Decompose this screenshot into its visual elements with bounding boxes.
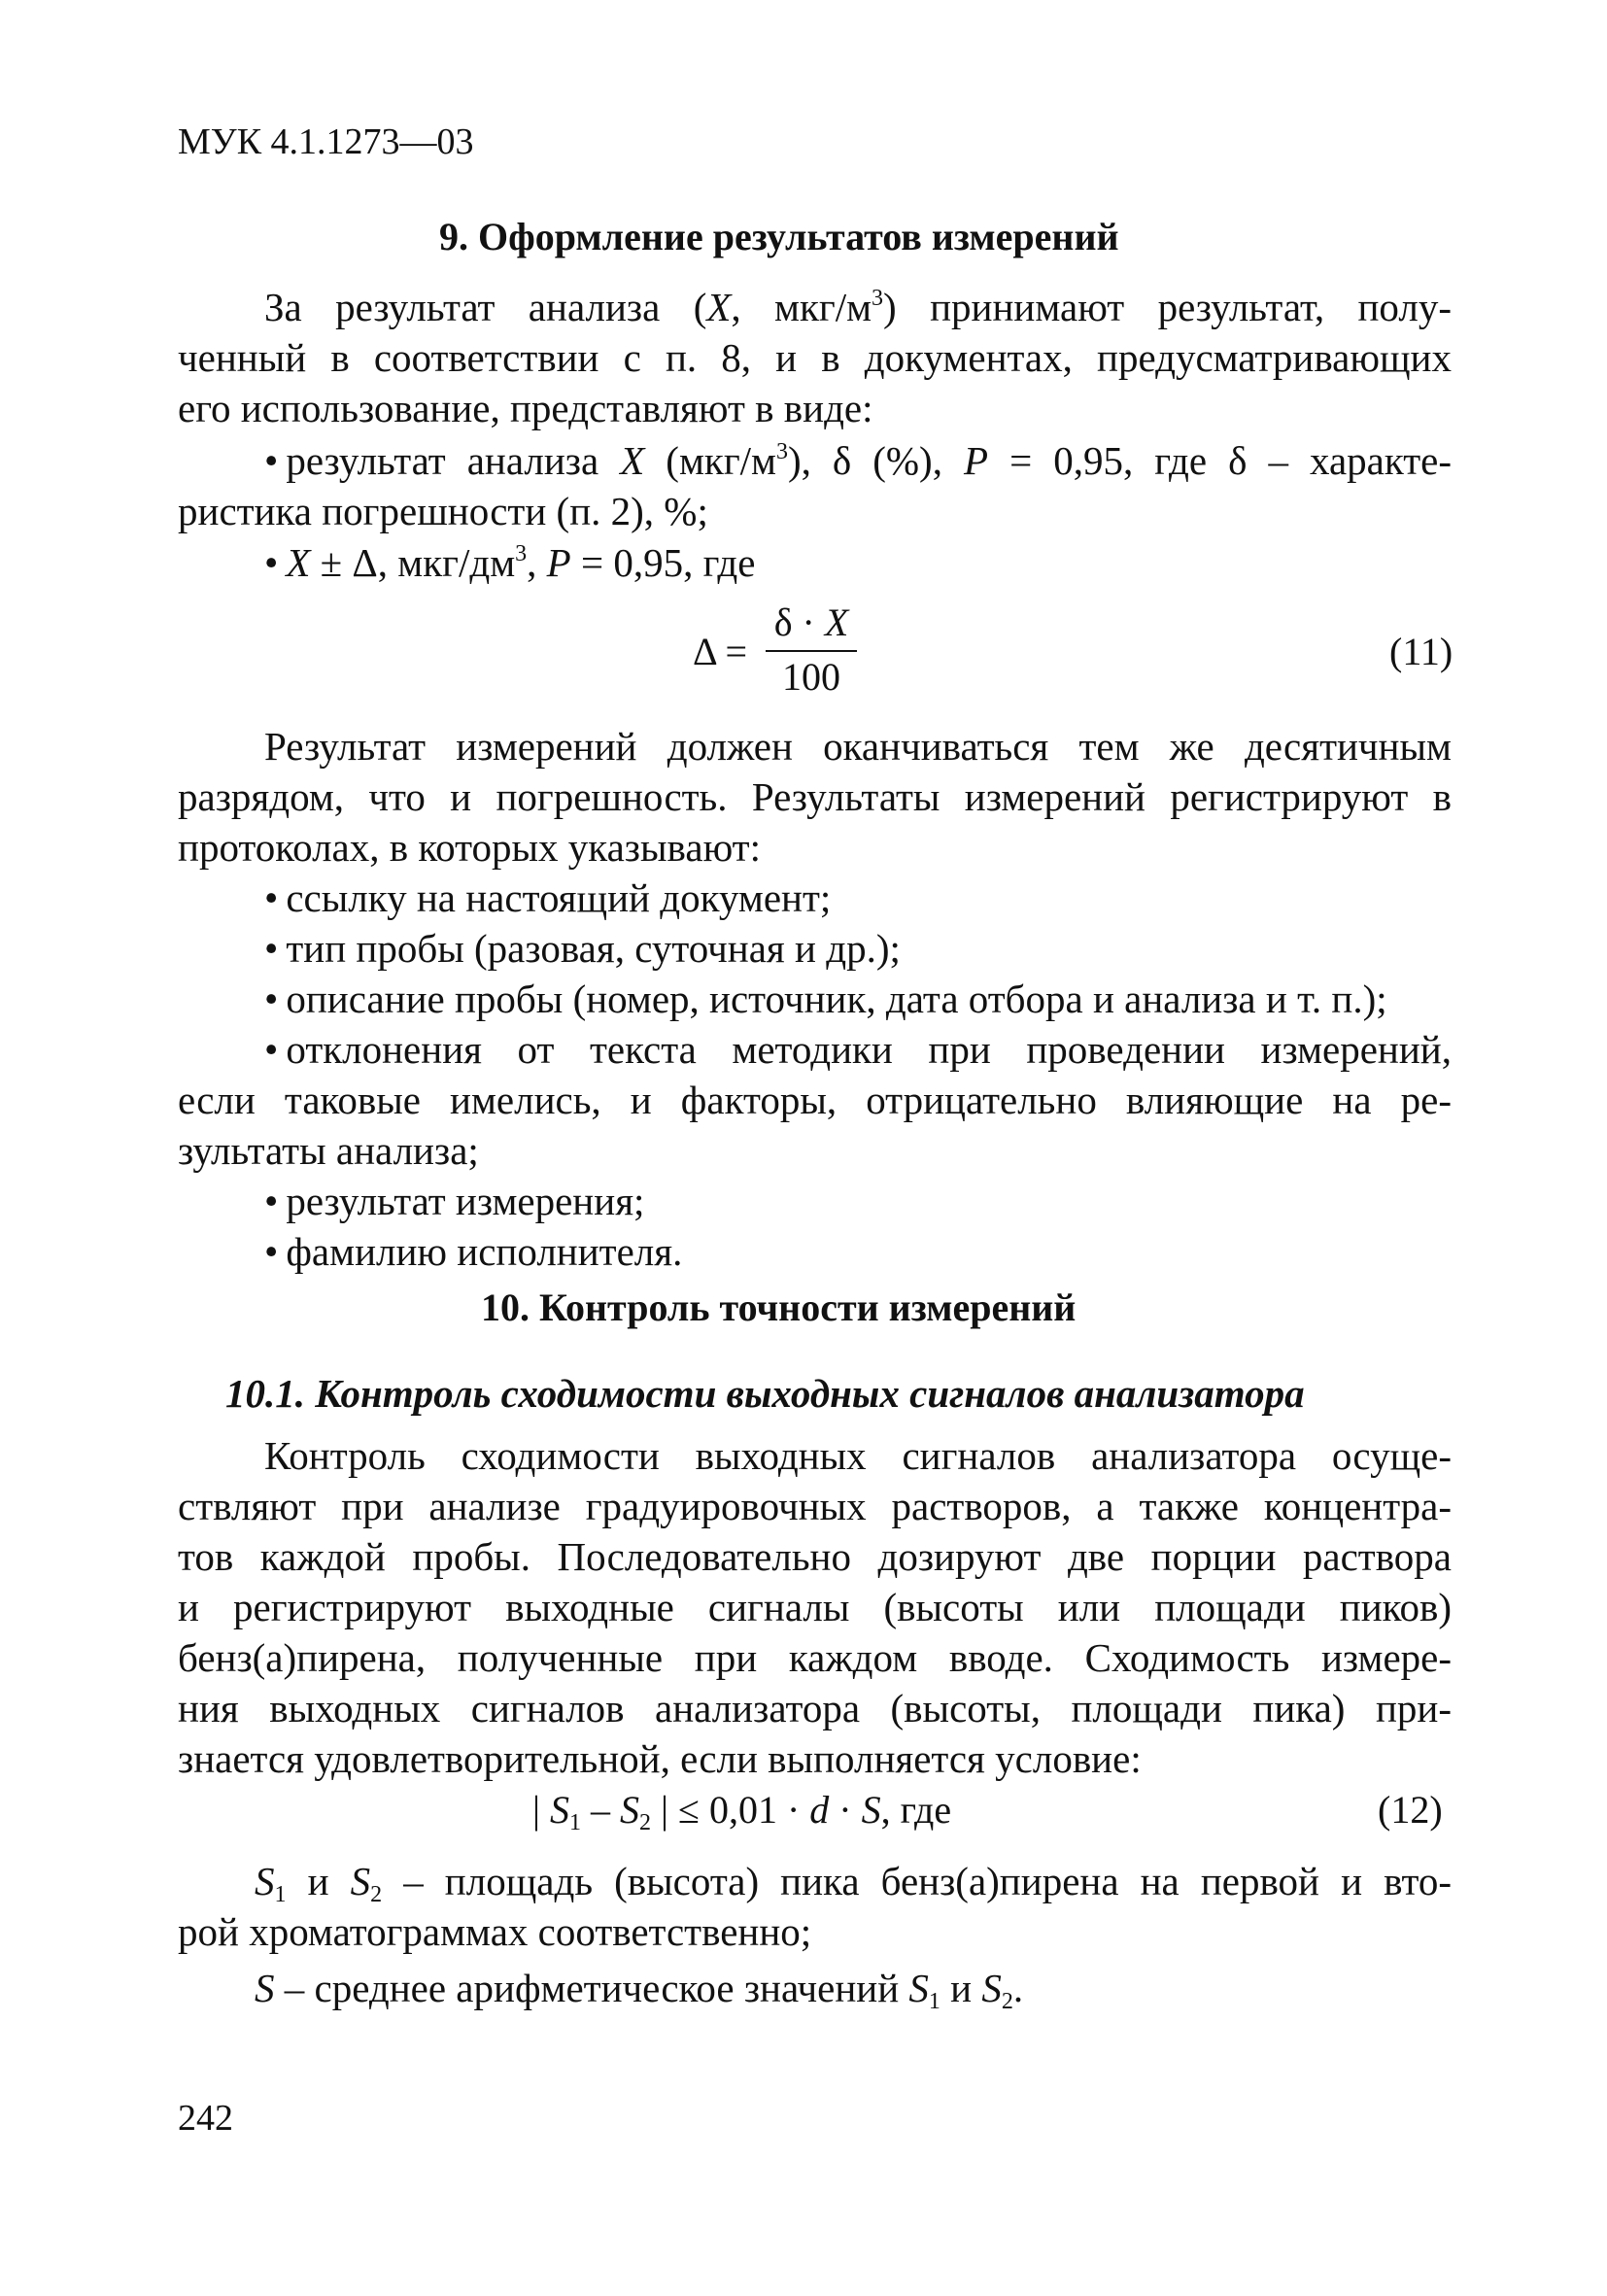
section-10-para-line: знается удовлетворительной, если выполняется условие: [178, 1736, 1142, 1781]
section-9-para-2-line-3: протоколах, в которых указывают: [178, 825, 761, 870]
formula-12-label: (12) [1378, 1788, 1443, 1832]
list-item: • ссылку на настоящий документ; [264, 873, 831, 923]
formula-11-lhs: Δ = [693, 630, 748, 673]
bullet-result-form-1-line-2: ристика погрешности (п. 2), %; [178, 489, 708, 533]
section-9-para-1-line-2: ченный в соответствии с п. 8, и в документах, предусматривающих [178, 335, 1452, 380]
section-9-para-2-line-1: Результат измерений должен оканчиваться тем же десятичным [264, 724, 1452, 769]
page-number: 242 [178, 2098, 233, 2139]
list-item: • результат измерения; [264, 1176, 644, 1226]
list-item: • фамилию исполнителя. [264, 1226, 682, 1277]
formula-11-denominator: 100 [782, 655, 840, 699]
section-10-para-line: тов каждой пробы. Последовательно дозируют две порции раствора [178, 1534, 1452, 1579]
bullet-result-form-2: • X ± Δ, мкг/$дм^3$, P = 0,95, где [264, 537, 755, 588]
section-9-para-2-line-2: разрядом, что и погрешность. Результаты измерений регистрируют в [178, 774, 1452, 819]
formula-11-fraction-bar [766, 650, 857, 652]
definition-s1-s2-line-2: рой хроматограммах соответственно; [178, 1909, 812, 1954]
section-10-para-line: бенз(а)пирена, полученные при каждом вводе. Сходимость измере- [178, 1635, 1452, 1680]
list-item: • отклонения от текста методики при проведении измерений, [264, 1024, 1452, 1075]
section-10-para-line: и регистрируют выходные сигналы (высоты или площади пиков) [178, 1585, 1452, 1629]
section-10-1-heading: 10.1. Контроль сходимости выходных сигналов анализатора [225, 1371, 1305, 1416]
section-9-para-1-line-3: его использование, представляют в виде: [178, 386, 873, 430]
definition-s-mean: S – среднее арифметическое значений $S_1$ и $S_2$. [255, 1966, 1024, 2014]
document-code: МУК 4.1.1273—03 [178, 121, 474, 162]
formula-12: | $S_1 - S_2$ | ≤ 0,01 · d · S, где [532, 1788, 952, 1835]
section-10-para-line: ния выходных сигналов анализатора (высоты, площади пика) при- [178, 1686, 1452, 1731]
formula-11-label: (11) [1389, 630, 1453, 673]
list-item: • описание пробы (номер, источник, дата отбора и анализа и т. п.); [264, 974, 1387, 1024]
section-9-heading: 9. Оформление результатов измерений [439, 215, 1119, 258]
section-9-para-1-line-1: За результат анализа (X, мкг/$м^3$) принимают результат, полу- [264, 285, 1452, 329]
bullet-result-form-1: • результат анализа X $(мкг/м^3)$, δ (%), P = 0,95, где δ – характе- [264, 435, 1452, 486]
section-10-para-line: Контроль сходимости выходных сигналов анализатора осуще- [264, 1433, 1452, 1478]
formula-11-numerator: δ · X [773, 600, 849, 644]
list-item-line-2: если таковые имелись, и факторы, отрицательно влияющие на ре- [178, 1078, 1452, 1122]
list-item: • тип пробы (разовая, суточная и др.); [264, 923, 901, 974]
section-10-para-line: ствляют при анализе градуировочных растворов, а также концентра- [178, 1484, 1452, 1528]
section-10-heading: 10. Контроль точности измерений [481, 1285, 1077, 1329]
list-item-line-3: зультаты анализа; [178, 1128, 479, 1173]
definition-s1-s2: $S_1$ и $S_2$ – площадь (высота) пика бенз(а)пирена на первой и вто- [255, 1859, 1452, 1907]
